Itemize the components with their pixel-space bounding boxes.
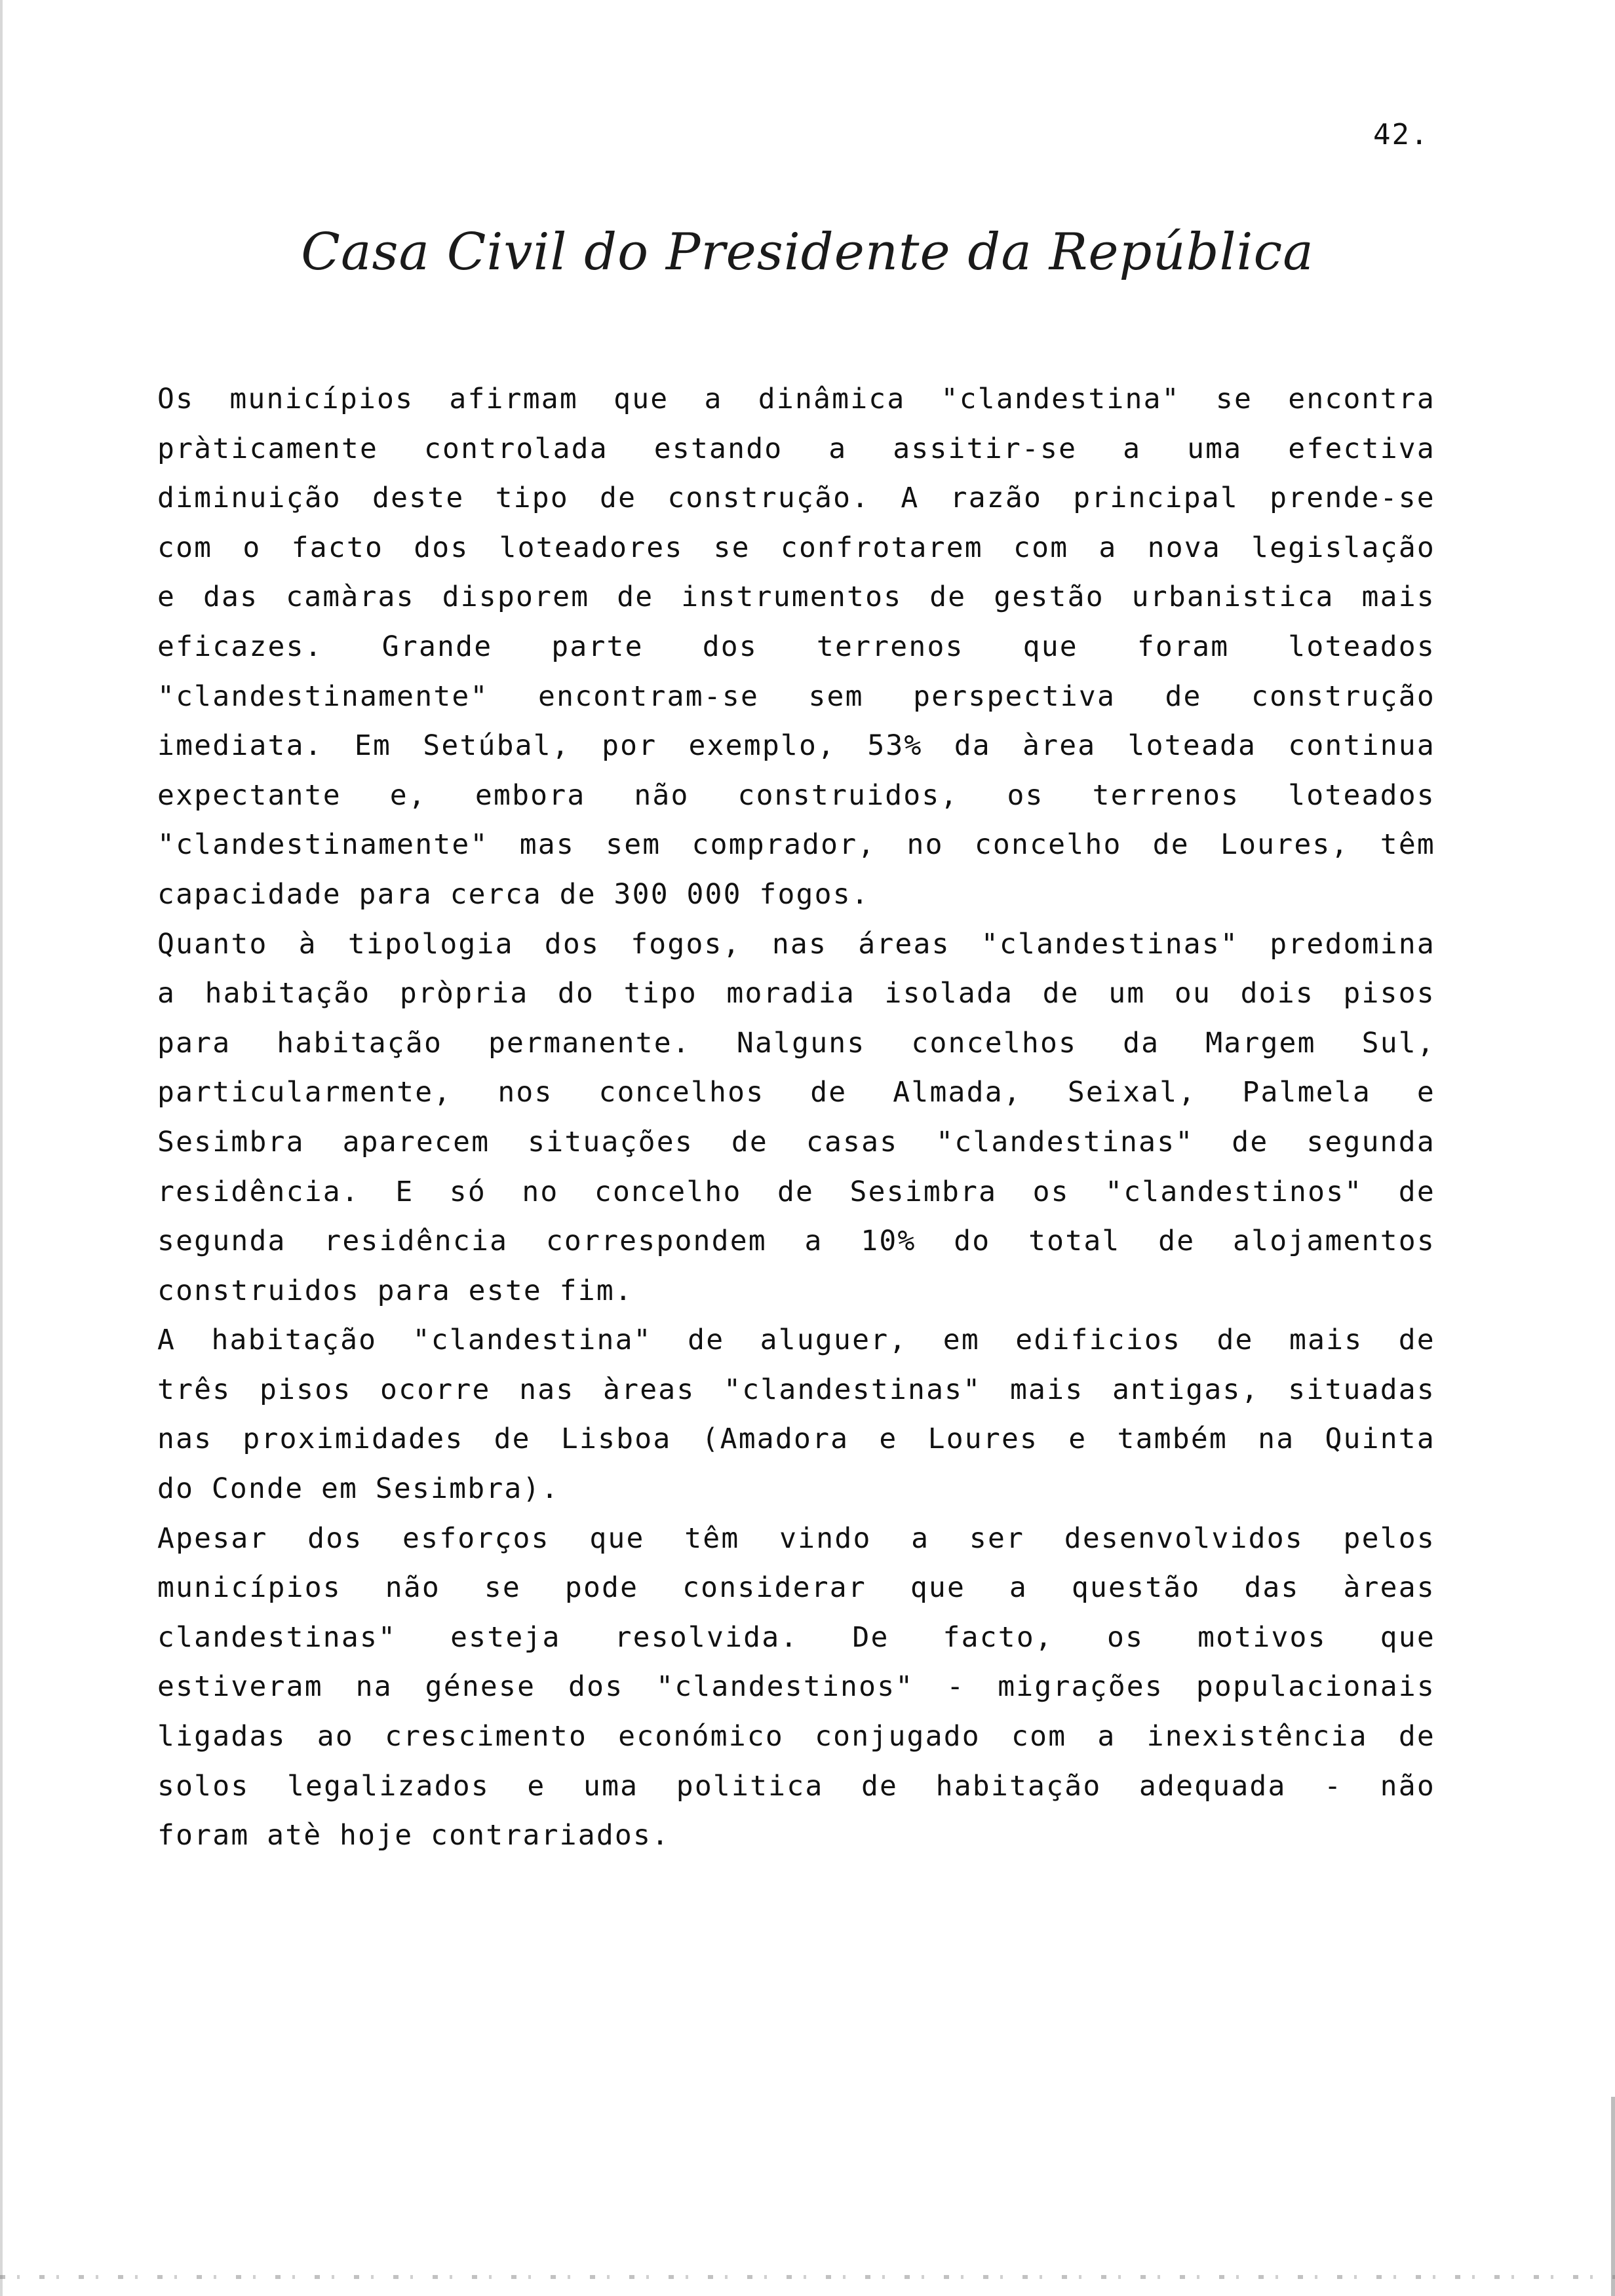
text-line: particularmente, nos concelhos de Almada, Seixal, Palmela e [157,1076,1435,1109]
text-line: com o facto dos loteadores se confrotarem com a nova legislação [157,531,1435,564]
text-line: imediata. Em Setúbal, por exemplo, 53% da àrea loteada continua [157,729,1435,763]
text-line: estiveram na génese dos "clandestinos" - migrações populacionais [157,1670,1435,1704]
text-line: capacidade para cerca de 300 000 fogos. [157,877,870,911]
text-line: municípios não se pode considerar que a questão das àreas [157,1571,1435,1605]
text-line: ligadas ao crescimento económico conjugado com a inexistência de [157,1720,1435,1753]
page-edge-shadow [1611,2097,1615,2296]
text-line: expectante e, embora não construidos, os terrenos loteados [157,778,1435,812]
letterhead: Casa Civil do Presidente da República [301,223,1314,282]
text-line: Apesar dos esforços que têm vindo a ser desenvolvidos pelos [157,1521,1435,1555]
text-line: pràticamente controlada estando a assitir-se a uma efectiva [157,432,1435,465]
scan-artifact [0,2275,1615,2279]
text-line: A habitação "clandestina" de aluguer, em edificios de mais de [157,1324,1435,1357]
text-line: diminuição deste tipo de construção. A razão principal prende-se [157,482,1435,515]
text-line: Sesimbra aparecem situações de casas "clandestinas" de segunda [157,1125,1435,1158]
page-edge [0,0,3,2296]
text-line: do Conde em Sesimbra). [157,1472,560,1506]
text-line: para habitação permanente. Nalguns concelhos da Margem Sul, [157,1026,1435,1060]
text-line: a habitação pròpria do tipo moradia isolada de um ou dois pisos [157,977,1435,1010]
page-number: 42. [1373,118,1430,151]
text-line: três pisos ocorre nas àreas "clandestinas" mais antigas, situadas [157,1373,1435,1406]
text-line: "clandestinamente" mas sem comprador, no concelho de Loures, têm [157,828,1435,862]
text-line: e das camàras disporem de instrumentos de gestão urbanistica mais [157,581,1435,614]
text-line: solos legalizados e uma politica de habitação adequada - não [157,1769,1435,1803]
text-line: residência. E só no concelho de Sesimbra os "clandestinos" de [157,1175,1435,1208]
text-line: foram atè hoje contrariados. [157,1819,671,1852]
text-line: segunda residência correspondem a 10% do total de alojamentos [157,1225,1435,1258]
text-line: clandestinas" esteja resolvida. De facto, os motivos que [157,1620,1435,1654]
text-line: nas proximidades de Lisboa (Amadora e Loures e também na Quinta [157,1423,1435,1456]
text-line: "clandestinamente" encontram-se sem perspectiva de construção [157,679,1435,713]
text-line: eficazes. Grande parte dos terrenos que foram loteados [157,630,1435,663]
text-line: Os municípios afirmam que a dinâmica "clandestina" se encontra [157,383,1435,415]
text-line: construidos para este fim. [157,1274,634,1307]
document-body [157,375,1435,1861]
text-line: Quanto à tipologia dos fogos, nas áreas "clandestinas" predomina [157,927,1435,961]
